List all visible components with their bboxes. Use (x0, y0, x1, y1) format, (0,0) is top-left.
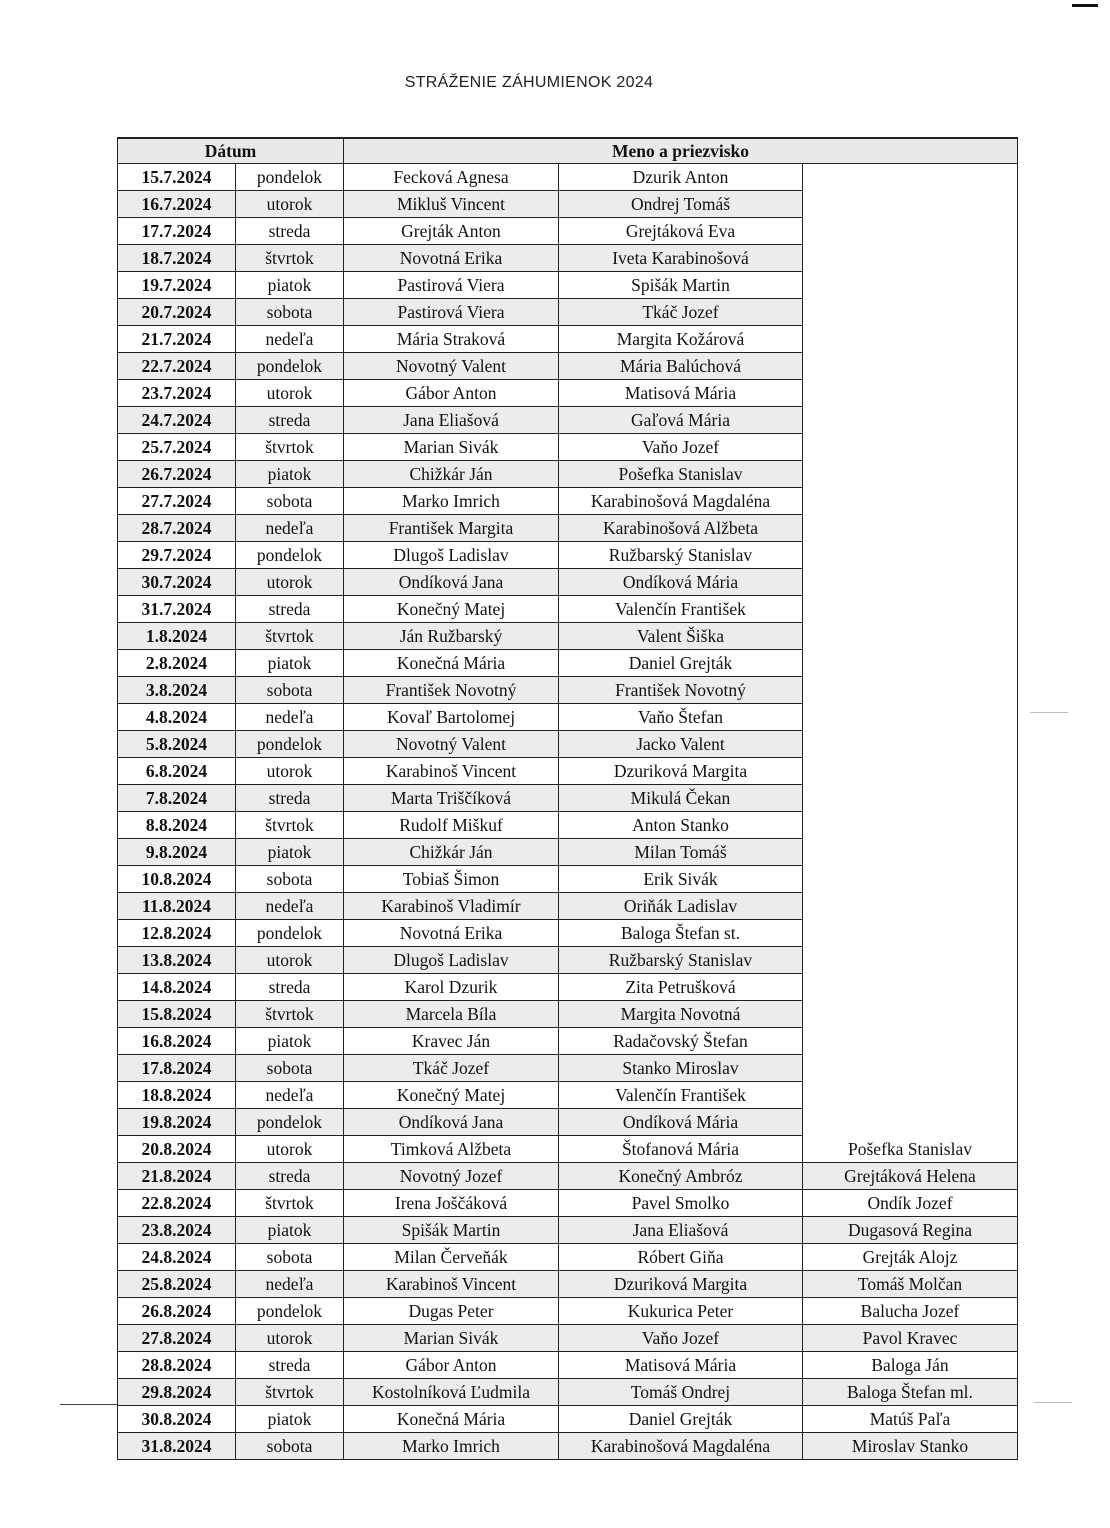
table-row (118, 677, 1018, 704)
day-cell: utorok (236, 191, 344, 218)
date-cell: 14.8.2024 (118, 974, 236, 1001)
day-cell: utorok (236, 947, 344, 974)
date-cell: 22.8.2024 (118, 1190, 236, 1217)
day-cell: štvrtok (236, 623, 344, 650)
name-2-cell: Daniel Grejták (559, 1406, 803, 1433)
name-3-cell (803, 515, 1018, 542)
name-3-cell: Pavol Kravec (803, 1325, 1018, 1352)
name-3-cell (803, 893, 1018, 920)
name-1-cell: Novotný Valent (344, 353, 559, 380)
day-cell: pondelok (236, 731, 344, 758)
name-3-cell (803, 353, 1018, 380)
table-row (118, 1352, 1018, 1379)
day-cell: pondelok (236, 353, 344, 380)
name-2-cell: Štofanová Mária (559, 1136, 803, 1163)
day-cell: utorok (236, 758, 344, 785)
name-1-cell: Karol Dzurik (344, 974, 559, 1001)
name-3-cell (803, 191, 1018, 218)
name-1-cell: Karabinoš Vladimír (344, 893, 559, 920)
table-row (118, 1271, 1018, 1298)
table-row (118, 731, 1018, 758)
name-2-cell: Vaňo Jozef (559, 1325, 803, 1352)
name-1-cell: Novotná Erika (344, 245, 559, 272)
day-cell: streda (236, 1352, 344, 1379)
table-row (118, 758, 1018, 785)
date-cell: 7.8.2024 (118, 785, 236, 812)
name-2-cell: Tomáš Ondrej (559, 1379, 803, 1406)
name-1-cell: Chižkár Ján (344, 461, 559, 488)
name-2-cell: Oriňák Ladislav (559, 893, 803, 920)
scan-line-right-bottom (1034, 1402, 1072, 1403)
date-cell: 29.8.2024 (118, 1379, 236, 1406)
name-3-cell (803, 650, 1018, 677)
name-2-cell: Vaňo Jozef (559, 434, 803, 461)
name-2-cell: Anton Stanko (559, 812, 803, 839)
name-2-cell: Spišák Martin (559, 272, 803, 299)
name-2-cell: Stanko Miroslav (559, 1055, 803, 1082)
date-cell: 8.8.2024 (118, 812, 236, 839)
name-3-cell: Tomáš Molčan (803, 1271, 1018, 1298)
name-1-cell: Jana Eliašová (344, 407, 559, 434)
table-row (118, 704, 1018, 731)
name-2-cell: Róbert Giňa (559, 1244, 803, 1271)
date-cell: 20.8.2024 (118, 1136, 236, 1163)
table-row (118, 1217, 1018, 1244)
name-1-cell: Ján Ružbarský (344, 623, 559, 650)
name-2-cell: Margita Novotná (559, 1001, 803, 1028)
name-3-cell (803, 542, 1018, 569)
day-cell: pondelok (236, 542, 344, 569)
name-1-cell: Pastirová Viera (344, 299, 559, 326)
name-3-cell (803, 920, 1018, 947)
table-row (118, 1109, 1018, 1136)
day-cell: streda (236, 785, 344, 812)
name-3-cell (803, 1055, 1018, 1082)
name-3-cell (803, 218, 1018, 245)
day-cell: utorok (236, 569, 344, 596)
day-cell: sobota (236, 1055, 344, 1082)
name-1-cell: Marian Sivák (344, 1325, 559, 1352)
name-3-cell: Baloga Štefan ml. (803, 1379, 1018, 1406)
date-cell: 17.8.2024 (118, 1055, 236, 1082)
date-cell: 29.7.2024 (118, 542, 236, 569)
date-cell: 10.8.2024 (118, 866, 236, 893)
name-3-cell (803, 245, 1018, 272)
name-2-cell: Valenčín František (559, 596, 803, 623)
name-2-cell: Valent Šiška (559, 623, 803, 650)
name-3-cell (803, 731, 1018, 758)
table-row (118, 407, 1018, 434)
name-1-cell: Mikluš Vincent (344, 191, 559, 218)
header-date: Dátum (118, 138, 344, 164)
table-row (118, 596, 1018, 623)
name-1-cell: Irena Joščáková (344, 1190, 559, 1217)
schedule-table (117, 137, 1018, 1460)
date-cell: 21.7.2024 (118, 326, 236, 353)
date-cell: 30.8.2024 (118, 1406, 236, 1433)
name-3-cell (803, 704, 1018, 731)
name-1-cell: Timková Alžbeta (344, 1136, 559, 1163)
name-1-cell: Rudolf Miškuf (344, 812, 559, 839)
date-cell: 18.7.2024 (118, 245, 236, 272)
day-cell: štvrtok (236, 1190, 344, 1217)
scan-line-left (60, 1404, 118, 1405)
name-2-cell: Konečný Ambróz (559, 1163, 803, 1190)
name-3-cell (803, 596, 1018, 623)
name-3-cell (803, 1109, 1018, 1136)
name-2-cell: Baloga Štefan st. (559, 920, 803, 947)
date-cell: 26.7.2024 (118, 461, 236, 488)
table-row (118, 434, 1018, 461)
name-3-cell (803, 758, 1018, 785)
name-3-cell (803, 839, 1018, 866)
name-2-cell: Karabinošová Alžbeta (559, 515, 803, 542)
name-3-cell (803, 380, 1018, 407)
date-cell: 27.7.2024 (118, 488, 236, 515)
table-row (118, 839, 1018, 866)
name-3-cell: Dugasová Regina (803, 1217, 1018, 1244)
day-cell: sobota (236, 866, 344, 893)
name-2-cell: Gaľová Mária (559, 407, 803, 434)
name-2-cell: Valenčín František (559, 1082, 803, 1109)
day-cell: sobota (236, 299, 344, 326)
name-2-cell: Mária Balúchová (559, 353, 803, 380)
day-cell: utorok (236, 380, 344, 407)
name-3-cell (803, 812, 1018, 839)
name-1-cell: Marko Imrich (344, 488, 559, 515)
day-cell: sobota (236, 1244, 344, 1271)
name-1-cell: Pastirová Viera (344, 272, 559, 299)
name-3-cell (803, 164, 1018, 191)
date-cell: 21.8.2024 (118, 1163, 236, 1190)
date-cell: 16.8.2024 (118, 1028, 236, 1055)
day-cell: streda (236, 218, 344, 245)
scan-mark (1072, 4, 1098, 7)
day-cell: nedeľa (236, 515, 344, 542)
name-1-cell: Kostolníková Ľudmila (344, 1379, 559, 1406)
name-1-cell: Konečná Mária (344, 650, 559, 677)
name-3-cell: Pošefka Stanislav (803, 1136, 1018, 1163)
date-cell: 16.7.2024 (118, 191, 236, 218)
name-2-cell: Ondrej Tomáš (559, 191, 803, 218)
name-2-cell: Mikulá Čekan (559, 785, 803, 812)
table-row (118, 920, 1018, 947)
table-row (118, 893, 1018, 920)
name-3-cell (803, 677, 1018, 704)
schedule-body (118, 164, 1018, 1460)
name-3-cell (803, 974, 1018, 1001)
name-1-cell: Tobiaš Šimon (344, 866, 559, 893)
table-row (118, 299, 1018, 326)
day-cell: sobota (236, 488, 344, 515)
day-cell: streda (236, 1163, 344, 1190)
day-cell: streda (236, 407, 344, 434)
table-row (118, 1379, 1018, 1406)
name-1-cell: Marko Imrich (344, 1433, 559, 1460)
name-3-cell (803, 407, 1018, 434)
name-1-cell: Konečný Matej (344, 1082, 559, 1109)
table-row (118, 542, 1018, 569)
header-row (118, 138, 1018, 164)
name-3-cell (803, 947, 1018, 974)
name-1-cell: Gábor Anton (344, 380, 559, 407)
table-row (118, 650, 1018, 677)
name-2-cell: Dzuriková Margita (559, 1271, 803, 1298)
date-cell: 5.8.2024 (118, 731, 236, 758)
page-title: STRÁŽENIE ZÁHUMIENOK 2024 (404, 74, 654, 91)
name-2-cell: Pošefka Stanislav (559, 461, 803, 488)
name-3-cell: Baloga Ján (803, 1352, 1018, 1379)
day-cell: pondelok (236, 920, 344, 947)
date-cell: 31.8.2024 (118, 1433, 236, 1460)
name-3-cell: Miroslav Stanko (803, 1433, 1018, 1460)
day-cell: pondelok (236, 164, 344, 191)
name-1-cell: Gábor Anton (344, 1352, 559, 1379)
name-2-cell: Iveta Karabinošová (559, 245, 803, 272)
name-1-cell: Milan Červeňák (344, 1244, 559, 1271)
table-row (118, 245, 1018, 272)
name-3-cell: Ondík Jozef (803, 1190, 1018, 1217)
table-row (118, 974, 1018, 1001)
day-cell: piatok (236, 272, 344, 299)
scan-line-right (1030, 712, 1068, 713)
day-cell: sobota (236, 1433, 344, 1460)
table-row (118, 1001, 1018, 1028)
day-cell: piatok (236, 1217, 344, 1244)
name-2-cell: Margita Kožárová (559, 326, 803, 353)
day-cell: štvrtok (236, 812, 344, 839)
name-1-cell: Novotný Valent (344, 731, 559, 758)
name-3-cell (803, 326, 1018, 353)
name-1-cell: Chižkár Ján (344, 839, 559, 866)
date-cell: 31.7.2024 (118, 596, 236, 623)
date-cell: 27.8.2024 (118, 1325, 236, 1352)
date-cell: 4.8.2024 (118, 704, 236, 731)
table-row (118, 1325, 1018, 1352)
date-cell: 2.8.2024 (118, 650, 236, 677)
name-1-cell: Spišák Martin (344, 1217, 559, 1244)
date-cell: 1.8.2024 (118, 623, 236, 650)
day-cell: štvrtok (236, 1001, 344, 1028)
day-cell: pondelok (236, 1109, 344, 1136)
day-cell: nedeľa (236, 893, 344, 920)
day-cell: nedeľa (236, 1082, 344, 1109)
name-2-cell: Kukurica Peter (559, 1298, 803, 1325)
day-cell: piatok (236, 1406, 344, 1433)
name-2-cell: Karabinošová Magdaléna (559, 1433, 803, 1460)
table-row (118, 380, 1018, 407)
name-3-cell (803, 1001, 1018, 1028)
day-cell: nedeľa (236, 1271, 344, 1298)
name-2-cell: Erik Sivák (559, 866, 803, 893)
date-cell: 9.8.2024 (118, 839, 236, 866)
day-cell: piatok (236, 461, 344, 488)
name-1-cell: František Novotný (344, 677, 559, 704)
table-row (118, 1406, 1018, 1433)
name-1-cell: Tkáč Jozef (344, 1055, 559, 1082)
name-3-cell (803, 569, 1018, 596)
name-3-cell (803, 272, 1018, 299)
day-cell: streda (236, 974, 344, 1001)
name-1-cell: Novotná Erika (344, 920, 559, 947)
date-cell: 23.8.2024 (118, 1217, 236, 1244)
name-2-cell: Karabinošová Magdaléna (559, 488, 803, 515)
name-3-cell (803, 461, 1018, 488)
date-cell: 18.8.2024 (118, 1082, 236, 1109)
table-row (118, 353, 1018, 380)
name-2-cell: František Novotný (559, 677, 803, 704)
name-2-cell: Dzuriková Margita (559, 758, 803, 785)
table-row (118, 1055, 1018, 1082)
name-1-cell: Grejták Anton (344, 218, 559, 245)
table-row (118, 1136, 1018, 1163)
day-cell: sobota (236, 677, 344, 704)
name-2-cell: Milan Tomáš (559, 839, 803, 866)
name-2-cell: Matisová Mária (559, 380, 803, 407)
name-2-cell: Tkáč Jozef (559, 299, 803, 326)
name-1-cell: Karabinoš Vincent (344, 1271, 559, 1298)
name-2-cell: Dzurik Anton (559, 164, 803, 191)
date-cell: 17.7.2024 (118, 218, 236, 245)
table-row (118, 488, 1018, 515)
name-3-cell: Grejtáková Helena (803, 1163, 1018, 1190)
name-2-cell: Ružbarský Stanislav (559, 542, 803, 569)
date-cell: 19.7.2024 (118, 272, 236, 299)
date-cell: 25.8.2024 (118, 1271, 236, 1298)
name-3-cell: Grejták Alojz (803, 1244, 1018, 1271)
table-row (118, 326, 1018, 353)
day-cell: piatok (236, 650, 344, 677)
table-row (118, 191, 1018, 218)
name-2-cell: Ružbarský Stanislav (559, 947, 803, 974)
name-3-cell (803, 434, 1018, 461)
date-cell: 30.7.2024 (118, 569, 236, 596)
name-2-cell: Radačovský Štefan (559, 1028, 803, 1055)
name-1-cell: Marta Triščíková (344, 785, 559, 812)
name-2-cell: Jacko Valent (559, 731, 803, 758)
name-3-cell (803, 785, 1018, 812)
date-cell: 26.8.2024 (118, 1298, 236, 1325)
name-1-cell: Konečná Mária (344, 1406, 559, 1433)
name-1-cell: Dugas Peter (344, 1298, 559, 1325)
name-3-cell (803, 299, 1018, 326)
date-cell: 15.7.2024 (118, 164, 236, 191)
name-1-cell: Ondíková Jana (344, 1109, 559, 1136)
table-row (118, 623, 1018, 650)
table-row (118, 515, 1018, 542)
name-1-cell: Marcela Bíla (344, 1001, 559, 1028)
name-1-cell: Kravec Ján (344, 1028, 559, 1055)
date-cell: 3.8.2024 (118, 677, 236, 704)
date-cell: 11.8.2024 (118, 893, 236, 920)
table-row (118, 218, 1018, 245)
day-cell: utorok (236, 1136, 344, 1163)
date-cell: 12.8.2024 (118, 920, 236, 947)
date-cell: 13.8.2024 (118, 947, 236, 974)
name-1-cell: Fecková Agnesa (344, 164, 559, 191)
table-row (118, 785, 1018, 812)
table-row (118, 1163, 1018, 1190)
header-names: Meno a priezvisko (344, 138, 1018, 164)
table-row (118, 272, 1018, 299)
date-cell: 23.7.2024 (118, 380, 236, 407)
name-1-cell: Dlugoš Ladislav (344, 542, 559, 569)
name-2-cell: Zita Petrušková (559, 974, 803, 1001)
name-2-cell: Ondíková Mária (559, 569, 803, 596)
table-row (118, 1190, 1018, 1217)
name-1-cell: Mária Straková (344, 326, 559, 353)
table-row (118, 461, 1018, 488)
date-cell: 25.7.2024 (118, 434, 236, 461)
name-1-cell: Konečný Matej (344, 596, 559, 623)
table-row (118, 569, 1018, 596)
table-row (118, 1244, 1018, 1271)
table-row (118, 947, 1018, 974)
day-cell: utorok (236, 1325, 344, 1352)
date-cell: 22.7.2024 (118, 353, 236, 380)
table-row (118, 866, 1018, 893)
date-cell: 15.8.2024 (118, 1001, 236, 1028)
date-cell: 28.7.2024 (118, 515, 236, 542)
name-1-cell: František Margita (344, 515, 559, 542)
name-2-cell: Vaňo Štefan (559, 704, 803, 731)
day-cell: piatok (236, 1028, 344, 1055)
table-row (118, 1433, 1018, 1460)
name-1-cell: Dlugoš Ladislav (344, 947, 559, 974)
name-1-cell: Novotný Jozef (344, 1163, 559, 1190)
date-cell: 20.7.2024 (118, 299, 236, 326)
name-1-cell: Ondíková Jana (344, 569, 559, 596)
table-row (118, 1028, 1018, 1055)
name-1-cell: Kovaľ Bartolomej (344, 704, 559, 731)
table-row (118, 1298, 1018, 1325)
name-2-cell: Pavel Smolko (559, 1190, 803, 1217)
name-2-cell: Daniel Grejták (559, 650, 803, 677)
name-1-cell: Marian Sivák (344, 434, 559, 461)
name-2-cell: Ondíková Mária (559, 1109, 803, 1136)
name-3-cell (803, 488, 1018, 515)
date-cell: 19.8.2024 (118, 1109, 236, 1136)
day-cell: nedeľa (236, 326, 344, 353)
day-cell: pondelok (236, 1298, 344, 1325)
name-3-cell (803, 1028, 1018, 1055)
date-cell: 24.8.2024 (118, 1244, 236, 1271)
day-cell: streda (236, 596, 344, 623)
day-cell: štvrtok (236, 1379, 344, 1406)
date-cell: 6.8.2024 (118, 758, 236, 785)
day-cell: piatok (236, 839, 344, 866)
name-2-cell: Grejtáková Eva (559, 218, 803, 245)
name-2-cell: Jana Eliašová (559, 1217, 803, 1244)
name-3-cell (803, 1082, 1018, 1109)
name-3-cell: Matúš Paľa (803, 1406, 1018, 1433)
name-3-cell (803, 866, 1018, 893)
table-row (118, 1082, 1018, 1109)
name-3-cell: Balucha Jozef (803, 1298, 1018, 1325)
day-cell: nedeľa (236, 704, 344, 731)
name-2-cell: Matisová Mária (559, 1352, 803, 1379)
day-cell: štvrtok (236, 434, 344, 461)
date-cell: 28.8.2024 (118, 1352, 236, 1379)
name-1-cell: Karabinoš Vincent (344, 758, 559, 785)
day-cell: štvrtok (236, 245, 344, 272)
name-3-cell (803, 623, 1018, 650)
date-cell: 24.7.2024 (118, 407, 236, 434)
table-row (118, 164, 1018, 191)
table-row (118, 812, 1018, 839)
